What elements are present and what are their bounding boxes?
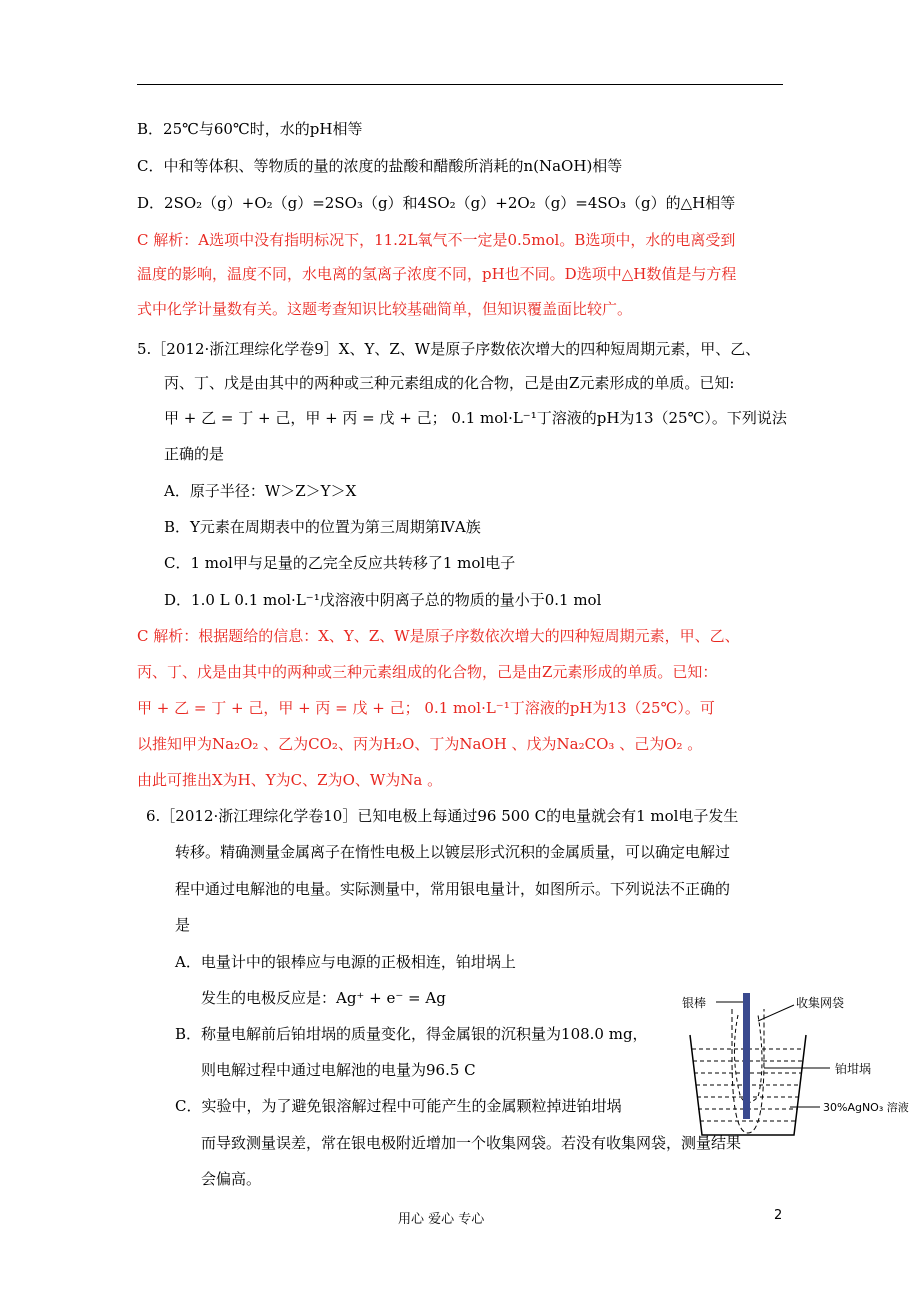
collection-bag-leader: [758, 1005, 794, 1021]
question-6-line-4: 是: [175, 916, 191, 934]
option-a-q6-line-1: A．电量计中的银棒应与电源的正极相连，铂坩埚上: [175, 953, 516, 971]
analysis-q5-line-5: 由此可推出X为H、Y为C、Z为O、W为Na 。: [137, 771, 443, 789]
analysis-q4-line-1: C 解析：A选项中没有指明标况下，11.2L氧气不一定是0.5mol。B选项中，水的电离受到: [137, 231, 736, 249]
question-6-line-1: 6.［2012·浙江理综化学卷10］已知电极上每通过96 500 C的电量就会有1 mol电子发生: [146, 807, 739, 825]
silver-rod: [743, 993, 750, 1119]
platinum-crucible-label: 铂坩埚: [835, 1062, 872, 1076]
analysis-q5-line-2: 丙、丁、戊是由其中的两种或三种元素组成的化合物，己是由Z元素形成的单质。已知：: [137, 663, 718, 681]
collection-bag-label: 收集网袋: [796, 996, 845, 1010]
option-a-q5: A．原子半径：W＞Z＞Y＞X: [164, 482, 357, 500]
analysis-q5-line-4: 以推知甲为Na₂O₂ 、乙为CO₂、丙为H₂O、丁为NaOH 、戊为Na₂CO₃ 、己为O₂ 。: [137, 735, 703, 753]
option-c-q6-line-2: 而导致测量误差，常在银电极附近增加一个收集网袋。若没有收集网袋，测量结果: [201, 1134, 742, 1152]
footer-motto: 用心 爱心 专心: [398, 1212, 485, 1227]
silver-coulometer-figure: [680, 985, 920, 1155]
option-a-q6-line-2: 发生的电极反应是：Ag⁺ + e⁻ = Ag: [201, 989, 446, 1007]
option-c-q5: C．1 mol甲与足量的乙完全反应共转移了1 mol电子: [164, 554, 516, 572]
option-d-q4: D．2SO₂（g）+O₂（g）=2SO₃（g）和4SO₂（g）+2O₂（g）=4SO₃（g）的△H相等: [137, 194, 736, 212]
question-6-line-2: 转移。精确测量金属离子在惰性电极上以镀层形式沉积的金属质量，可以确定电解过: [175, 843, 731, 861]
option-c-q6-line-1: C．实验中，为了避免银溶解过程中可能产生的金属颗粒掉进铂坩埚: [175, 1097, 622, 1115]
option-d-q5: D．1.0 L 0.1 mol·L⁻¹戊溶液中阴离子总的物质的量小于0.1 mol: [164, 591, 602, 609]
question-5-line-2: 丙、丁、戊是由其中的两种或三种元素组成的化合物，己是由Z元素形成的单质。已知:: [164, 374, 735, 392]
header-rule: [137, 84, 783, 85]
question-6-line-3: 程中通过电解池的电量。实际测量中，常用银电量计，如图所示。下列说法不正确的: [175, 880, 731, 898]
option-c-q6-line-3: 会偏高。: [201, 1170, 262, 1188]
silver-rod-label: 银棒: [682, 996, 707, 1010]
question-5-line-1: 5.［2012·浙江理综化学卷9］X、Y、Z、W是原子序数依次增大的四种短周期元素，甲、乙、: [137, 340, 761, 358]
page-number: 2: [774, 1208, 783, 1223]
analysis-q5-line-3: 甲 + 乙 = 丁 + 己，甲 + 丙 = 戊 + 己； 0.1 mol·L⁻¹丁溶液的pH为13（25℃）。可: [137, 699, 715, 717]
question-5-line-3: 甲 + 乙 = 丁 + 己，甲 + 丙 = 戊 + 己； 0.1 mol·L⁻¹丁溶液的pH为13（25℃）。下列说法: [164, 409, 787, 427]
option-b-q6-line-1: B．称量电解前后铂坩埚的质量变化，得金属银的沉积量为108.0 mg，: [175, 1025, 648, 1043]
solution-label: 30%AgNO₃ 溶液: [823, 1101, 909, 1114]
analysis-q4-line-3: 式中化学计量数有关。这题考查知识比较基础简单，但知识覆盖面比较广。: [137, 300, 633, 318]
question-5-line-4: 正确的是: [164, 445, 225, 463]
option-b-q4: B．25℃与60℃时，水的pH相等: [137, 120, 363, 138]
option-c-q4: C．中和等体积、等物质的量的浓度的盐酸和醋酸所消耗的n(NaOH)相等: [137, 157, 623, 175]
option-b-q6-line-2: 则电解过程中通过电解池的电量为96.5 C: [201, 1061, 476, 1079]
analysis-q5-line-1: C 解析：根据题给的信息：X、Y、Z、W是原子序数依次增大的四种短周期元素，甲、乙、: [137, 627, 740, 645]
analysis-q4-line-2: 温度的影响，温度不同，水电离的氢离子浓度不同，pH也不同。D选项中△H数值是与方程: [137, 265, 737, 283]
option-b-q5: B．Y元素在周期表中的位置为第三周期第ⅣA族: [164, 518, 481, 536]
